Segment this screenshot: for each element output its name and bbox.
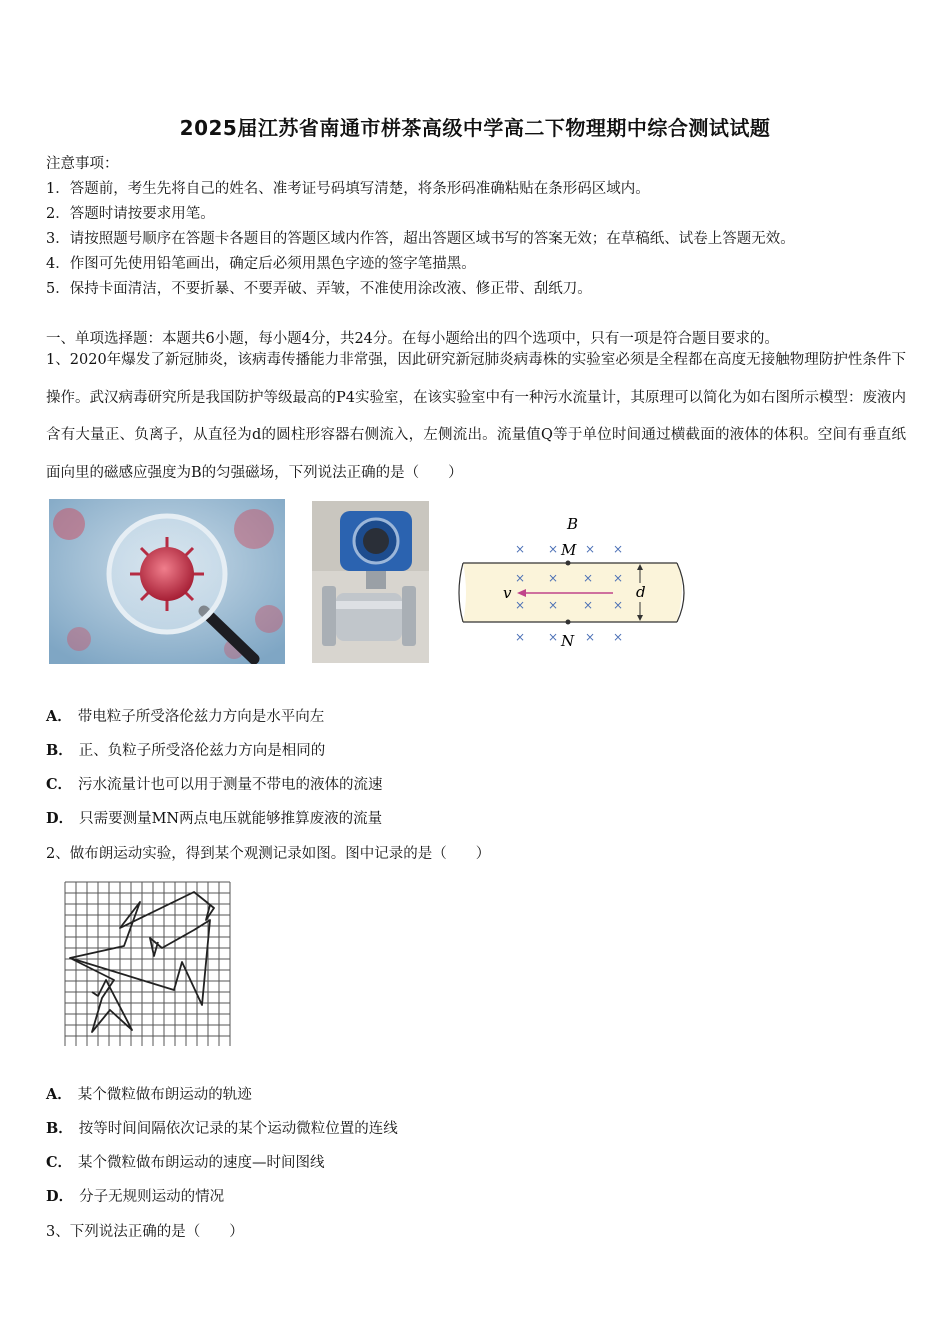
trajectory-line-2 [70, 958, 132, 1032]
question-2-stem: 2、做布朗运动实验，得到某个观测记录如图。图中记录的是（ ） [46, 846, 491, 862]
q1-option-d[interactable]: D． 只需要测量MN两点电压就能够推算废液的流量 [46, 810, 383, 827]
cross-mark: × [515, 571, 526, 585]
cross-mark: × [548, 598, 559, 612]
notice-item-5: 5．保持卡面清洁，不要折暴、不要弄破、弄皱，不准使用涂改液、修正带、刮纸刀。 [46, 281, 592, 297]
cross-mark: × [583, 598, 594, 612]
brownian-motion-grid [62, 880, 240, 1046]
cross-mark: × [613, 542, 624, 556]
q2-option-c[interactable]: C． 某个微粒做布朗运动的速度—时间图线 [46, 1154, 325, 1171]
q2-option-b[interactable]: B． 按等时间间隔依次记录的某个运动微粒位置的连线 [46, 1120, 398, 1137]
cross-mark: × [515, 598, 526, 612]
cross-mark: × [613, 630, 624, 644]
notice-item-4: 4．作图可先使用铅笔画出，确定后必须用黑色字迹的签字笔描黑。 [46, 256, 476, 272]
question-3-stem: 3、下列说法正确的是（ ） [46, 1224, 244, 1240]
cross-mark: × [585, 630, 596, 644]
q1-option-b[interactable]: B． 正、负粒子所受洛伦兹力方向是相同的 [46, 742, 326, 759]
cross-mark: × [548, 542, 559, 556]
virus-magnifier-photo [49, 499, 285, 664]
q1-option-c[interactable]: C． 污水流量计也可以用于测量不带电的液体的流速 [46, 776, 383, 793]
diagram-label-d: d [636, 583, 646, 601]
cross-mark: × [613, 598, 624, 612]
question-1-stem: 1、2020年爆发了新冠肺炎，该病毒传播能力非常强，因此研究新冠肺炎病毒株的实验室必须是全程都在高度无接触物理防护性条件下操作。武汉病毒研究所是我国防护等级最高的P4实验室，在该实验室中有一种污水流量计，其原理可以简化为如右图所示模型：废液内含有大量正、负离子，从直径为d的圆柱形容器右侧流入，左侧流出。流量值Q等于单位时间通过横截面的液体的体积。空间有垂直纸面向里的磁感应强度为B的匀强磁场，下列说法正确的是（ ） [46, 352, 906, 481]
diagram-label-N: N [561, 632, 575, 650]
page-title: 2025届江苏省南通市栟茶高级中学高二下物理期中综合测试试题 [179, 116, 771, 140]
cross-mark: × [515, 542, 526, 556]
cross-mark: × [548, 630, 559, 644]
section-heading: 一、单项选择题：本题共6小题，每小题4分，共24分。在每小题给出的四个选项中，只有一项是符合题目要求的。 [46, 331, 779, 347]
q1-option-a[interactable]: A． 带电粒子所受洛伦兹力方向是水平向左 [46, 708, 325, 725]
diagram-label-v: v [503, 584, 512, 602]
cross-mark: × [548, 571, 559, 585]
q2-option-a[interactable]: A． 某个微粒做布朗运动的轨迹 [46, 1086, 252, 1103]
diagram-label-B: B [567, 515, 579, 533]
notice-item-1: 1．答题前，考生先将自己的姓名、准考证号码填写清楚，将条形码准确粘贴在条形码区域内。 [46, 181, 650, 197]
pipe-magnetic-field-diagram [455, 505, 695, 655]
cross-mark: × [515, 630, 526, 644]
notice-item-2: 2．答题时请按要求用笔。 [46, 206, 215, 222]
q2-option-d[interactable]: D． 分子无规则运动的情况 [46, 1188, 225, 1205]
cross-mark: × [583, 571, 594, 585]
flowmeter-photo [312, 501, 429, 663]
notice-heading: 注意事项： [46, 156, 119, 172]
cross-mark: × [585, 542, 596, 556]
diagram-label-M: M [561, 541, 577, 559]
cross-mark: × [613, 571, 624, 585]
notice-item-3: 3．请按照题号顺序在答题卡各题目的答题区域内作答，超出答题区域书写的答案无效；在草稿纸、试卷上答题无效。 [46, 231, 795, 247]
